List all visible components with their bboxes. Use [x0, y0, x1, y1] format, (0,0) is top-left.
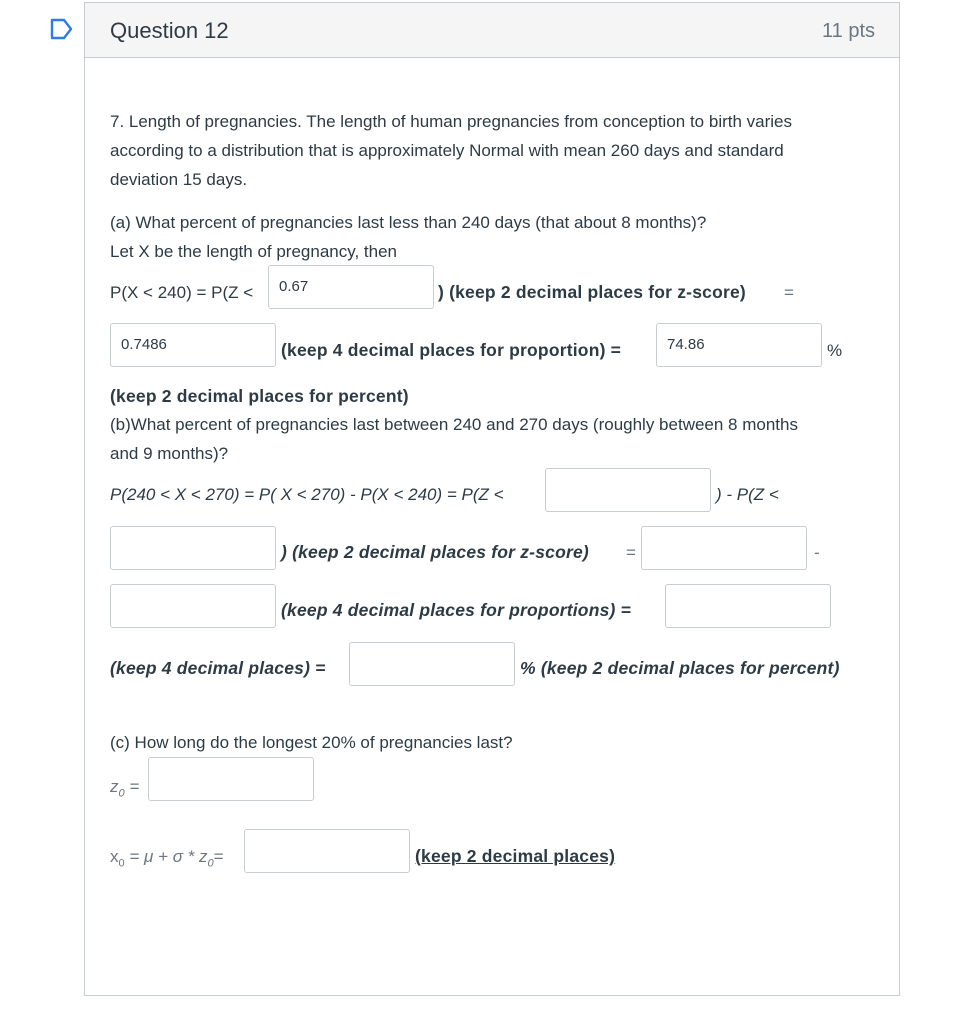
part-c-z0-label: $z_0$ =	[110, 777, 140, 800]
part-a-proportion-note: (keep 4 decimal places for proportion) =	[281, 340, 622, 360]
part-a-question-line: (a) What percent of pregnancies last less than 240 days (that about 8 months)?	[110, 213, 707, 232]
part-b-equals: =	[626, 543, 636, 562]
part-b-p240-input[interactable]	[110, 584, 276, 628]
question-title: Question 12	[110, 18, 229, 43]
part-b-question-line: and 9 months)?	[110, 444, 229, 463]
intro-line: 7. Length of pregnancies. The length of human pregnancies from conception to birth varies	[110, 112, 793, 131]
part-a-let-line: Let X be the length of pregnancy, then	[110, 242, 398, 261]
part-b-dash: -	[814, 543, 820, 562]
part-b-diff-input[interactable]	[665, 584, 831, 628]
part-b-proportions-note: (keep 4 decimal places for proportions) =	[281, 600, 632, 620]
part-b-p270-input[interactable]	[641, 526, 807, 570]
question-points: 11 pts	[822, 20, 875, 42]
part-b-expression: P(240 < X < 270) = P( X < 270) - P(X < 240) = P(Z <	[110, 485, 504, 504]
part-c-x0-note: (keep 2 decimal places)	[415, 846, 616, 866]
intro-line: according to a distribution that is approximately Normal with mean 260 days and standard	[110, 141, 784, 160]
question-header	[85, 3, 899, 58]
part-a-zscore-note: ) (keep 2 decimal places for z-score)	[438, 282, 746, 302]
part-a-equals: =	[784, 283, 794, 302]
bookmark-flag-icon[interactable]	[50, 18, 74, 40]
part-a-percent-input[interactable]: 74.86	[656, 323, 822, 367]
part-b-z270-input[interactable]	[545, 468, 711, 512]
intro-line: deviation 15 days.	[110, 170, 248, 189]
part-b-percent-input[interactable]	[349, 642, 515, 686]
part-c-z0-input[interactable]	[148, 757, 314, 801]
part-a-percent-sign: %	[827, 341, 843, 360]
part-b-question	[110, 410, 798, 468]
part-a-question	[110, 208, 706, 266]
part-b-zscore-note: ) (keep 2 decimal places for z-score)	[281, 542, 589, 562]
intro-text	[110, 107, 792, 194]
part-b-minus-pz: ) - P(Z <	[716, 485, 779, 504]
part-b-decimal-note: (keep 4 decimal places) =	[110, 658, 326, 678]
part-a-expression: P(X < 240) = P(Z <	[110, 283, 254, 302]
part-a-proportion-input[interactable]: 0.7486	[110, 323, 276, 367]
part-a-percent-note: (keep 2 decimal places for percent)	[110, 386, 409, 406]
part-b-percent-note: % (keep 2 decimal places for percent)	[520, 658, 840, 678]
part-a-zscore-input[interactable]: 0.67	[268, 265, 434, 309]
part-c-question: (c) How long do the longest 20% of pregnancies last?	[110, 733, 513, 752]
part-c-x0-formula: $x_0 = \mu + \sigma * z_0=$	[110, 847, 224, 870]
part-c-x0-input[interactable]	[244, 829, 410, 873]
part-b-z240-input[interactable]	[110, 526, 276, 570]
part-b-question-line: (b)What percent of pregnancies last between 240 and 270 days (roughly between 8 months	[110, 415, 798, 434]
